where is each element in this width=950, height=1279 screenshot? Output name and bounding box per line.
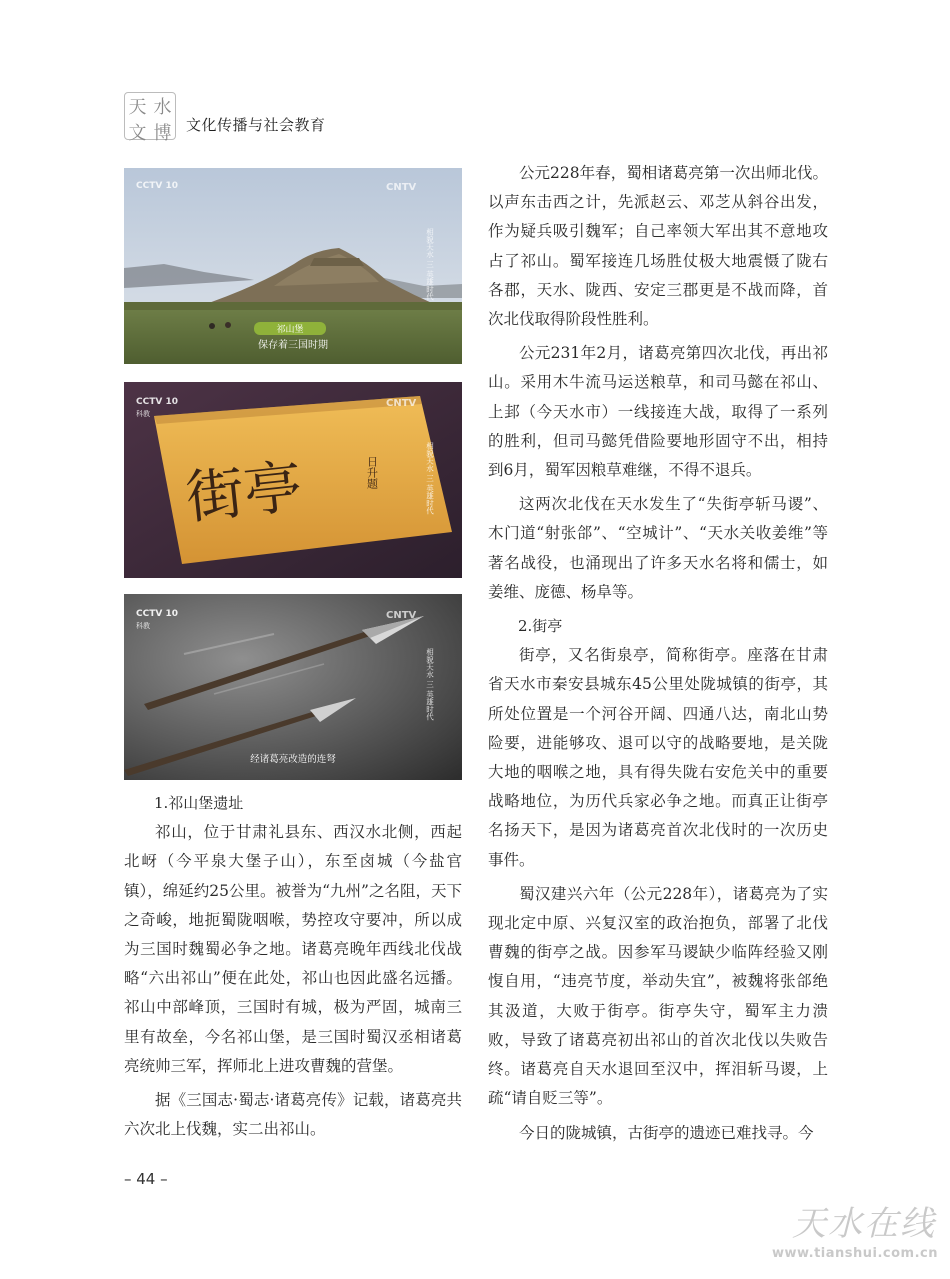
channel-label: 科教 [136, 410, 150, 418]
paragraph: 这两次北伐在天水发生了“失街亭斩马谡”、木门道“射张郃”、“空城计”、“天水关收姜维”等著名战役，也涌现出了许多天水名将和儒士，如姜维、庞德、杨阜等。 [488, 495, 828, 601]
cntv-logo: CNTV [386, 182, 417, 193]
logo-char: 博 [153, 123, 172, 144]
paragraph: 祁山，位于甘肃礼县东、西汉水北侧，西起北岈（今平泉大堡子山），东至卤城（今盐官镇），绵延约25公里。被誉为“九州”之名阻，天下之奇峻，地扼蜀陇咽喉，势控攻守要冲，所以成为三国时魏蜀必争之地。诸葛亮晚年西线北伐战略“六出祁山”便在此处，祁山也因此盛名远播。祁山中部峰顶，三国时有城，极为严固，城南三里有故垒，今名祁山堡，是三国时蜀汉丞相诸葛亮统帅三军，挥师北上进攻曹魏的营堡。 [124, 823, 462, 1075]
page-number: – 44 – [124, 1170, 168, 1188]
logo-char: 天 [128, 97, 147, 118]
cntv-logo: CNTV [386, 610, 417, 621]
right-column [488, 159, 828, 1148]
vertical-program-caption: 相貌天水 三 英雄时代 [425, 228, 435, 301]
watermark-text: 天水在线 [792, 1204, 936, 1244]
tianshui-culture-logo [124, 92, 176, 144]
image-caption: 保存着三国时期 [258, 340, 328, 351]
paragraph: 蜀汉建兴六年（公元228年），诸葛亮为了实现北定中原、兴复汉室的政治抱负，部署了北伐曹魏的街亭之战。因参军马谡缺少临阵经验又刚愎自用，“违亮节度，举动失宜”，被魏将张郃绝其汲道，大败于街亭。街亭失守，蜀军主力溃败，导致了诸葛亮初出祁山的首次北伐以失败告终。诸葛亮自天水退回至汉中，挥泪斩马谡，上疏“请自贬三等”。 [488, 884, 828, 1108]
channel-label: 科教 [136, 622, 150, 630]
qishan-fort-photo [124, 168, 462, 364]
paragraph: 街亭，又名街泉亭，简称街亭。座落在甘肃省天水市秦安县城东45公里处陇城镇的街亭，其所处位置是一个河谷开阔、四通八达，南北山势险要，进能够攻、退可以守的战略要地，是关陇大地的咽喉之地，具有得失陇右安危关中的重要战略地位，为历代兵家必争之地。而真正让街亭名扬天下，是因为诸葛亮首次北伐时的一次历史事件。 [488, 646, 828, 869]
cntv-logo: CNTV [386, 398, 417, 409]
cctv-logo: CCTV 10 [136, 181, 178, 191]
section-title: 文化传播与社会教育 [186, 116, 326, 134]
sign-signature: 日升题 [365, 456, 379, 489]
vertical-program-caption: 相貌天水 三 英雄时代 [425, 648, 435, 721]
section-heading: 1.祁山堡遗址 [154, 794, 244, 812]
cctv-logo: CCTV 10 [136, 609, 178, 619]
page-header [124, 92, 364, 144]
paragraph: 今日的陇城镇，古街亭的遗迹已难找寻。今 [519, 1123, 814, 1142]
left-column [124, 789, 462, 1144]
watermark-url: www.tianshui.com.cn [771, 1246, 938, 1261]
logo-char: 水 [153, 97, 172, 118]
cctv-logo: CCTV 10 [136, 397, 178, 407]
paragraph: 据《三国志·蜀志·诸葛亮传》记载，诸葛亮共六次北上伐魏，实二出祁山。 [124, 1091, 462, 1139]
paragraph: 公元228年春，蜀相诸葛亮第一次出师北伐。以声东击西之计，先派赵云、邓芝从斜谷出发，作为疑兵吸引魏军；自己率领大军出其不意地攻占了祁山。蜀军接连几场胜仗极大地震慑了陇右各郡，天水、陇西、安定三郡更是不战而降，首次北伐取得阶段性胜利。 [488, 164, 828, 329]
paragraph: 公元231年2月，诸葛亮第四次北伐，再出祁山。采用木牛流马运送粮草，和司马懿在祁山、上邽（今天水市）一线接连大战，取得了一系列的胜利，但司马懿凭借险要地形固守不出，相持到6月，蜀军因粮草难继，不得不退兵。 [488, 344, 828, 480]
jieting-sign-photo [124, 382, 462, 578]
sign-text: 街亭 [182, 452, 306, 532]
vertical-program-caption: 相貌天水 三 英雄时代 [425, 442, 435, 515]
site-watermark [768, 1196, 944, 1274]
image-pill-label: 祁山堡 [276, 325, 304, 335]
image-caption: 经诸葛亮改造的连弩 [250, 754, 336, 765]
crossbow-bolts-photo [124, 594, 462, 780]
logo-char: 文 [128, 123, 147, 144]
section-heading: 2.街亭 [518, 617, 563, 636]
